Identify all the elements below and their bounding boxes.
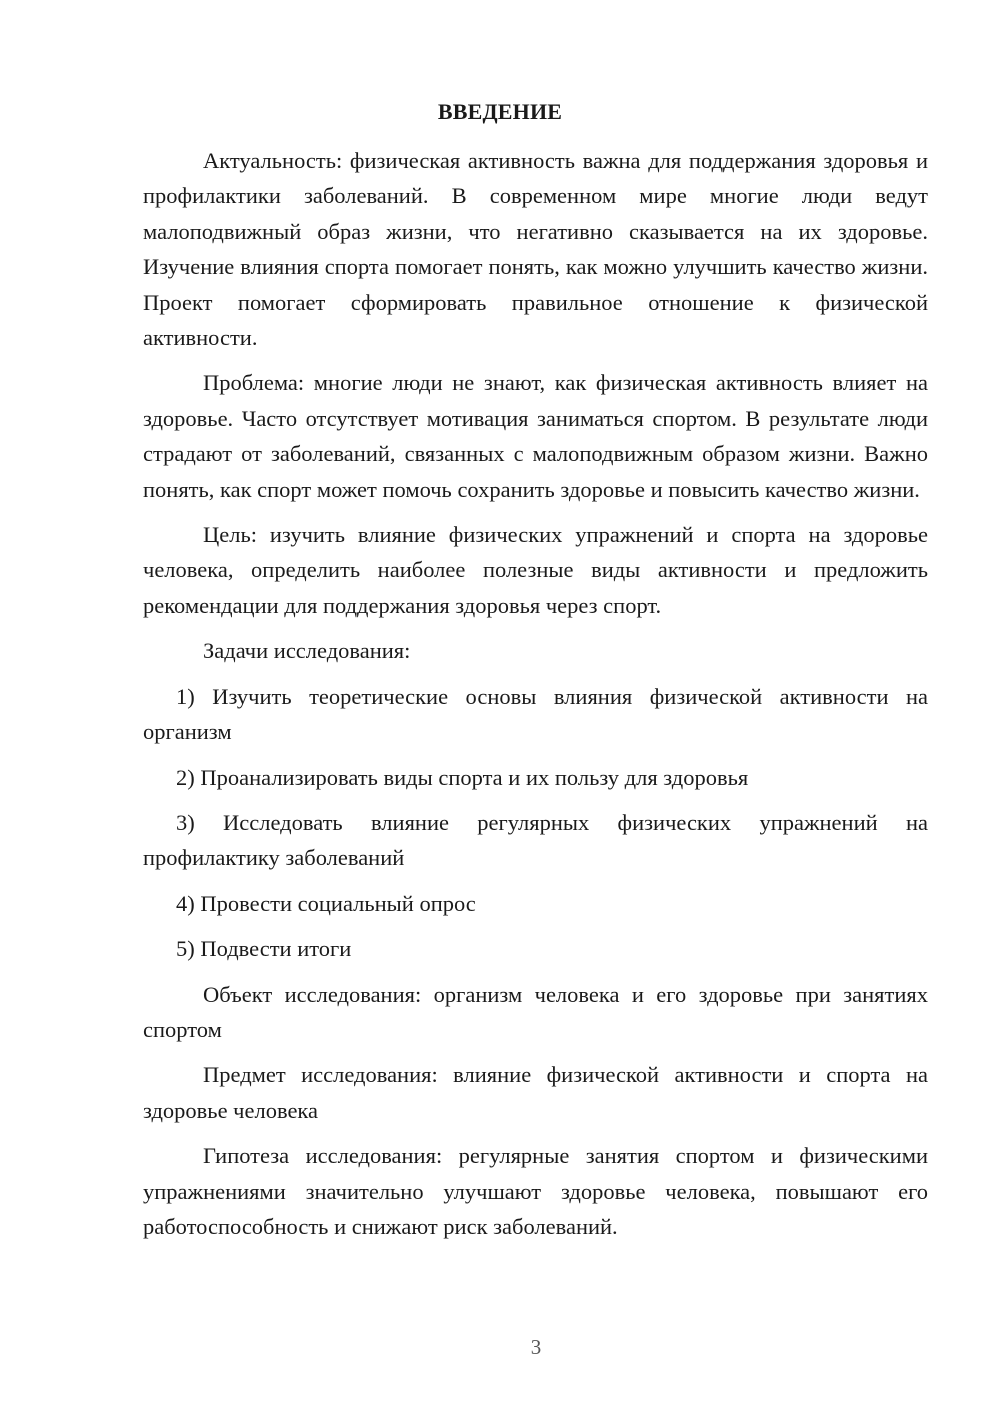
- task-item-1: 1) Изучить теоретические основы влияния физической активности на организм: [143, 683, 928, 745]
- task-item-5: 5) Подвести итоги: [176, 936, 352, 962]
- goal-paragraph: Цель: изучить влияние физических упражнений и спорта на здоровье человека, определить наиболее полезные виды активности и предложить рекомендации для поддержания здоровья через спорт.: [143, 522, 928, 618]
- object-paragraph: Объект исследования: организм человека и его здоровье при занятиях спортом: [143, 981, 928, 1042]
- subject-paragraph: Предмет исследования: влияние физической активности и спорта на здоровье человека: [143, 1062, 928, 1123]
- section-heading: ВВЕДЕНИЕ: [437, 99, 563, 124]
- tasks-heading: Задачи исследования:: [203, 638, 411, 664]
- task-item-4: 4) Провести социальный опрос: [176, 890, 476, 916]
- problem-paragraph: Проблема: многие люди не знают, как физическая активность влияет на здоровье. Часто отсутствует мотивация заниматься спортом. В результате люди страдают от заболеваний, связанных с малоподвижным образом жизни. Важно понять, как спорт может помочь сохранить здоровье и повысить качество жизни.: [143, 370, 928, 502]
- body-text: [143, 143, 928, 1244]
- page-number: 3: [530, 1335, 542, 1359]
- task-item-3: 3) Исследовать влияние регулярных физических упражнений на профилактику заболеваний: [143, 809, 928, 871]
- task-item-2: 2) Проанализировать виды спорта и их пользу для здоровья: [176, 764, 749, 790]
- relevance-paragraph: Актуальность: физическая активность важна для поддержания здоровья и профилактики заболеваний. В современном мире многие люди ведут малоподвижный образ жизни, что негативно сказывается на их здоровье. Изучение влияния спорта помогает понять, как можно улучшить качество жизни. Проект помогает сформировать правильное отношение к физической активности.: [143, 148, 928, 351]
- hypothesis-paragraph: Гипотеза исследования: регулярные занятия спортом и физическими упражнениями значительно улучшают здоровье человека, повышают его работоспособность и снижают риск заболеваний.: [143, 1143, 928, 1239]
